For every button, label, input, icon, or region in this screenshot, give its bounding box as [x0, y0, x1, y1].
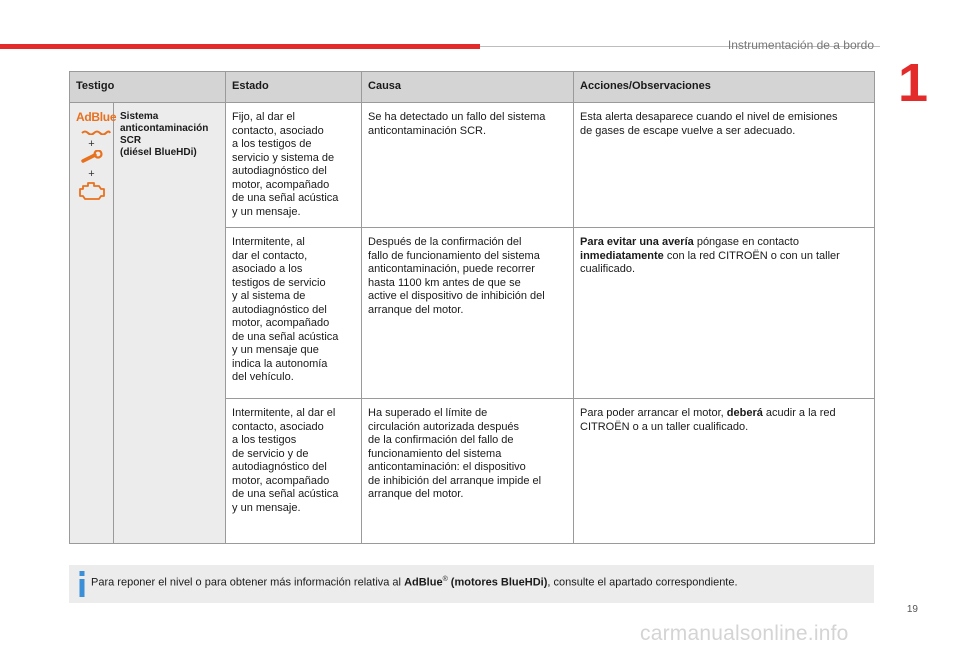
page-number: 19	[906, 604, 918, 615]
acciones-cell: Para evitar una avería póngase en contacto inmediatamente con la red CITROËN o con un taller cualificado.	[574, 228, 875, 399]
testigo-name-cell: Sistema anticontaminación SCR (diésel BlueHDi)	[114, 103, 226, 544]
info-icon	[78, 571, 86, 597]
causa-cell: Se ha detectado un fallo del sistema anticontaminación SCR.	[362, 103, 574, 228]
service-wrench-icon	[80, 150, 104, 169]
info-text: Para reponer el nivel o para obtener más información relativa al AdBlue® (motores BlueHDi), consulte el apartado correspondiente.	[91, 576, 738, 589]
section-title: Instrumentación de a bordo	[727, 38, 874, 52]
info-note	[69, 565, 874, 603]
causa-cell: Después de la confirmación del fallo de funcionamiento del sistema anticontaminación, puede recorrer hasta 1100 km antes de que se active el dispositivo de inhibición del arranque del motor.	[362, 228, 574, 399]
acciones-cell: Esta alerta desaparece cuando el nivel de emisiones de gases de escape vuelve a ser adecuado.	[574, 103, 875, 228]
col-header-acciones: Acciones/Observaciones	[574, 72, 875, 103]
table-row	[70, 103, 875, 228]
header-red-bar	[0, 44, 480, 49]
table-header-row	[70, 72, 875, 103]
plus-sign: +	[88, 167, 95, 180]
estado-cell: Intermitente, al dar el contacto, asociado a los testigos de servicio y al sistema de autodiagnóstico del motor, acompañado de una señal acústica y un mensaje que indica la autonomía del vehículo.	[226, 228, 362, 399]
col-header-testigo: Testigo	[70, 72, 226, 103]
acciones-cell: Para poder arrancar el motor, deberá acudir a la red CITROËN o a un taller cualificado.	[574, 399, 875, 544]
engine-check-icon	[77, 180, 107, 207]
adblue-warning-icon: AdBlue	[76, 111, 116, 139]
warning-lights-table	[69, 71, 875, 544]
chapter-number: 1	[898, 53, 929, 113]
testigo-icons-cell	[70, 103, 117, 544]
watermark-text: carmanualsonline.info	[640, 622, 849, 645]
col-header-causa: Causa	[362, 72, 574, 103]
causa-cell: Ha superado el límite de circulación autorizada después de la confirmación del fallo de funcionamiento del sistema anticontaminación: el dispositivo de inhibición del arranque impide el arranque del motor.	[362, 399, 574, 544]
plus-sign: +	[88, 138, 95, 150]
col-header-estado: Estado	[226, 72, 362, 103]
estado-cell: Intermitente, al dar el contacto, asociado a los testigos de servicio y de autodiagnóstico del motor, acompañado de una señal acústica y un mensaje.	[226, 399, 362, 544]
estado-cell: Fijo, al dar el contacto, asociado a los testigos de servicio y sistema de autodiagnóstico del motor, acompañado de una señal acústica y un mensaje.	[226, 103, 362, 228]
